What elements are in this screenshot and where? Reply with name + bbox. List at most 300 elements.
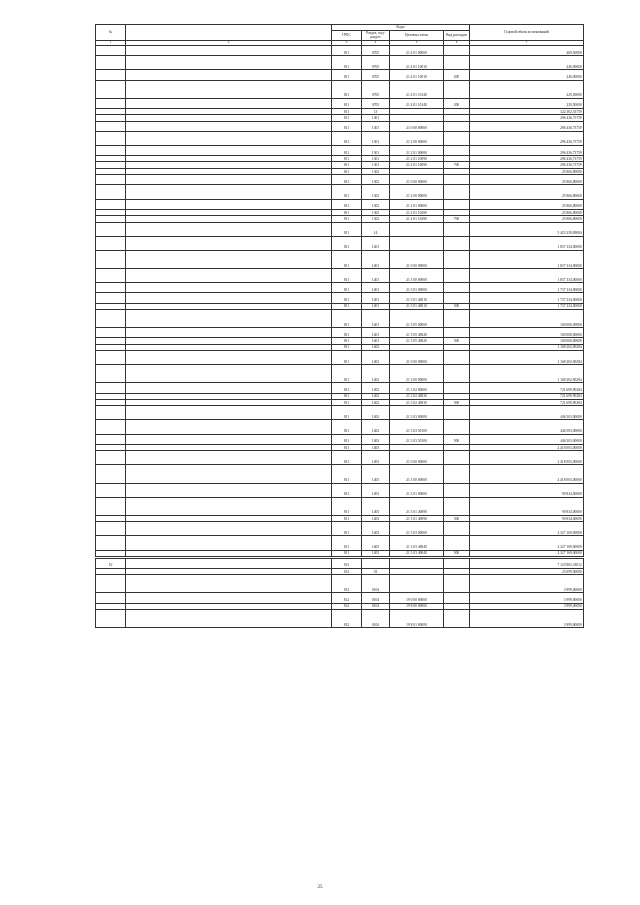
row-grbs: 811 bbox=[332, 365, 362, 383]
row-section: 1301 bbox=[362, 115, 390, 121]
row-grbs: 811 bbox=[332, 216, 362, 222]
row-number bbox=[96, 522, 126, 536]
row-target: 19 0 00 00000 bbox=[390, 593, 444, 603]
row-section: 1401 bbox=[362, 309, 390, 327]
row-number bbox=[96, 250, 126, 268]
row-grbs: 811 bbox=[332, 536, 362, 550]
row-total: 2 418 003,00000 bbox=[470, 451, 584, 465]
row-section: 1402 bbox=[362, 399, 390, 405]
row-total: 25 866,80000 bbox=[470, 168, 584, 174]
row-type bbox=[444, 406, 470, 420]
row-section: 1401 bbox=[362, 303, 390, 309]
row-name bbox=[126, 175, 332, 185]
row-grbs: 811 bbox=[332, 444, 362, 450]
row-name bbox=[126, 222, 332, 236]
table-row bbox=[96, 283, 584, 293]
row-total: 446 503,00000 bbox=[470, 434, 584, 444]
row-type: 200 bbox=[444, 70, 470, 80]
table-row bbox=[96, 185, 584, 199]
row-type bbox=[444, 536, 470, 550]
row-grbs: 811 bbox=[332, 121, 362, 131]
table-row bbox=[96, 175, 584, 185]
row-type bbox=[444, 365, 470, 383]
row-number bbox=[96, 328, 126, 338]
row-grbs: 811 bbox=[332, 483, 362, 497]
row-section: 1403 bbox=[362, 444, 390, 450]
row-name bbox=[126, 609, 332, 627]
table-row bbox=[96, 56, 584, 70]
row-section: 1402 bbox=[362, 351, 390, 365]
row-total: 25 866,80000 bbox=[470, 216, 584, 222]
row-type bbox=[444, 250, 470, 268]
row-grbs: 811 bbox=[332, 434, 362, 444]
row-grbs: 811 bbox=[332, 175, 362, 185]
row-total: 322 302,33759 bbox=[470, 108, 584, 114]
row-section: 01 bbox=[362, 568, 390, 574]
row-number bbox=[96, 465, 126, 483]
row-name bbox=[126, 497, 332, 515]
row-grbs: 811 bbox=[332, 550, 362, 556]
row-target: 21 3 01 00000 bbox=[390, 283, 444, 293]
row-type bbox=[444, 483, 470, 497]
row-section: 1302 bbox=[362, 175, 390, 185]
row-type bbox=[444, 609, 470, 627]
row-grbs: 811 bbox=[332, 399, 362, 405]
header-number: № bbox=[96, 25, 126, 41]
row-total: 25 866,80000 bbox=[470, 209, 584, 215]
table-row bbox=[96, 536, 584, 550]
row-grbs: 811 bbox=[332, 56, 362, 70]
row-total: 23 099,00000 bbox=[470, 568, 584, 574]
row-number bbox=[96, 98, 126, 108]
row-name bbox=[126, 406, 332, 420]
document-page bbox=[95, 24, 583, 894]
row-number bbox=[96, 575, 126, 593]
row-name bbox=[126, 199, 332, 209]
row-target: 19 8 00 00000 bbox=[390, 603, 444, 609]
row-name bbox=[126, 434, 332, 444]
row-type bbox=[444, 558, 470, 568]
column-number: 1 bbox=[96, 40, 126, 45]
row-number bbox=[96, 483, 126, 497]
row-target: 21 2 00 00000 bbox=[390, 131, 444, 145]
row-name bbox=[126, 145, 332, 155]
row-total: 90 834,00000 bbox=[470, 497, 584, 515]
row-type bbox=[444, 283, 470, 293]
row-grbs: 811 bbox=[332, 328, 362, 338]
table-row bbox=[96, 236, 584, 250]
row-target: 21 0 00 00000 bbox=[390, 121, 444, 131]
row-target: 21 3 03 40040 bbox=[390, 550, 444, 556]
table-row bbox=[96, 309, 584, 327]
row-type: 500 bbox=[444, 399, 470, 405]
row-total: 721 699,90284 bbox=[470, 383, 584, 393]
row-number bbox=[96, 383, 126, 393]
row-grbs: 811 bbox=[332, 420, 362, 434]
row-name bbox=[126, 351, 332, 365]
row-type bbox=[444, 522, 470, 536]
column-number: 5 bbox=[390, 40, 444, 45]
row-grbs: 811 bbox=[332, 451, 362, 465]
row-total: 296 436,73759 bbox=[470, 121, 584, 131]
row-target: 21 4 01 00000 bbox=[390, 45, 444, 55]
row-target: 21 2 01 10090 bbox=[390, 162, 444, 168]
row-number bbox=[96, 283, 126, 293]
row-number bbox=[96, 434, 126, 444]
row-section bbox=[362, 558, 390, 568]
row-target: 21 2 01 10290 bbox=[390, 209, 444, 215]
row-section: 1402 bbox=[362, 365, 390, 383]
row-total: 100 000,00000 bbox=[470, 309, 584, 327]
row-number bbox=[96, 536, 126, 550]
row-type bbox=[444, 121, 470, 131]
row-total: 1 837 334,00000 bbox=[470, 236, 584, 250]
row-target: 21 3 03 50100 bbox=[390, 434, 444, 444]
row-total: 90 834,00000 bbox=[470, 483, 584, 497]
row-section: 0104 bbox=[362, 593, 390, 603]
row-section: 1301 bbox=[362, 145, 390, 155]
row-grbs: 811 bbox=[332, 185, 362, 199]
row-total: 721 699,90284 bbox=[470, 399, 584, 405]
row-target: 21 0 00 00000 bbox=[390, 175, 444, 185]
row-number bbox=[96, 420, 126, 434]
row-target: 21 3 00 00000 bbox=[390, 365, 444, 383]
row-target: 21 2 01 10290 bbox=[390, 216, 444, 222]
row-number bbox=[96, 56, 126, 70]
row-section: 1403 bbox=[362, 536, 390, 550]
row-target: 21 2 01 00000 bbox=[390, 199, 444, 209]
row-grbs: 811 bbox=[332, 303, 362, 309]
row-grbs: 811 bbox=[332, 522, 362, 536]
table-row bbox=[96, 593, 584, 603]
row-total: 7 125 865,33012 bbox=[470, 558, 584, 568]
row-type bbox=[444, 351, 470, 365]
row-grbs: 811 bbox=[332, 236, 362, 250]
row-section: 0705 bbox=[362, 80, 390, 98]
row-grbs: 811 bbox=[332, 293, 362, 303]
row-total: 296 436,73759 bbox=[470, 162, 584, 168]
row-number bbox=[96, 80, 126, 98]
table-row bbox=[96, 522, 584, 536]
row-total: 240,00000 bbox=[470, 56, 584, 70]
header-grbs: ГРБС bbox=[332, 30, 362, 40]
row-section: 1401 bbox=[362, 293, 390, 303]
row-section: 0705 bbox=[362, 98, 390, 108]
row-number bbox=[96, 70, 126, 80]
row-grbs: 812 bbox=[332, 558, 362, 568]
row-total: 2 327 169,00000 bbox=[470, 522, 584, 536]
row-name bbox=[126, 483, 332, 497]
row-number bbox=[96, 121, 126, 131]
row-section: 1403 bbox=[362, 465, 390, 483]
row-target: 21 3 01 40090 bbox=[390, 515, 444, 521]
table-row bbox=[96, 70, 584, 80]
row-name bbox=[126, 420, 332, 434]
row-target: 21 3 01 40090 bbox=[390, 497, 444, 515]
row-total: 229,50000 bbox=[470, 98, 584, 108]
row-name bbox=[126, 185, 332, 199]
row-section: 0104 bbox=[362, 609, 390, 627]
row-grbs: 811 bbox=[332, 393, 362, 399]
row-total: 5 423 339,09084 bbox=[470, 222, 584, 236]
row-name bbox=[126, 293, 332, 303]
row-section: 1401 bbox=[362, 328, 390, 338]
row-target bbox=[390, 558, 444, 568]
row-type bbox=[444, 199, 470, 209]
row-type bbox=[444, 293, 470, 303]
row-type bbox=[444, 56, 470, 70]
row-grbs: 811 bbox=[332, 45, 362, 55]
row-section: 1403 bbox=[362, 451, 390, 465]
row-type bbox=[444, 451, 470, 465]
table-row bbox=[96, 351, 584, 365]
table-row bbox=[96, 406, 584, 420]
row-grbs: 811 bbox=[332, 344, 362, 350]
row-section: 1403 bbox=[362, 522, 390, 536]
row-number bbox=[96, 593, 126, 603]
row-total: 3 999,00000 bbox=[470, 575, 584, 593]
table-row bbox=[96, 434, 584, 444]
column-number: 2 bbox=[126, 40, 332, 45]
row-type bbox=[444, 45, 470, 55]
table-row bbox=[96, 222, 584, 236]
row-total: 721 699,90284 bbox=[470, 393, 584, 399]
row-section: 1403 bbox=[362, 515, 390, 521]
row-section: 1401 bbox=[362, 250, 390, 268]
row-grbs: 811 bbox=[332, 131, 362, 145]
row-type bbox=[444, 236, 470, 250]
row-target: 21 2 00 00000 bbox=[390, 185, 444, 199]
header-type: Вид расходов bbox=[444, 30, 470, 40]
row-type bbox=[444, 269, 470, 283]
row-grbs: 812 bbox=[332, 568, 362, 574]
row-section: 1301 bbox=[362, 162, 390, 168]
table-row bbox=[96, 199, 584, 209]
row-target: 21 0 00 00000 bbox=[390, 451, 444, 465]
row-grbs: 812 bbox=[332, 575, 362, 593]
row-number bbox=[96, 293, 126, 303]
row-section: 1402 bbox=[362, 344, 390, 350]
row-number bbox=[96, 145, 126, 155]
row-number bbox=[96, 222, 126, 236]
row-total: 100 000,00000 bbox=[470, 328, 584, 338]
row-section: 1403 bbox=[362, 497, 390, 515]
row-number bbox=[96, 236, 126, 250]
row-total: 1 168 202,90284 bbox=[470, 365, 584, 383]
row-total: 25 866,80000 bbox=[470, 175, 584, 185]
row-name bbox=[126, 121, 332, 131]
row-target: 21 0 00 00000 bbox=[390, 351, 444, 365]
row-section: 13 bbox=[362, 108, 390, 114]
row-type bbox=[444, 309, 470, 327]
row-type: 700 bbox=[444, 162, 470, 168]
row-total: 2 418 003,00000 bbox=[470, 444, 584, 450]
row-name bbox=[126, 451, 332, 465]
row-name bbox=[126, 250, 332, 268]
row-target: 21 2 01 10090 bbox=[390, 156, 444, 162]
row-target: 21 4 01 10010 bbox=[390, 56, 444, 70]
row-grbs: 811 bbox=[332, 515, 362, 521]
row-name bbox=[126, 365, 332, 383]
row-section: 1302 bbox=[362, 168, 390, 174]
row-type bbox=[444, 420, 470, 434]
row-target: 21 3 00 00000 bbox=[390, 465, 444, 483]
row-number bbox=[96, 309, 126, 327]
row-grbs: 811 bbox=[332, 115, 362, 121]
table-row bbox=[96, 365, 584, 383]
row-grbs: 812 bbox=[332, 603, 362, 609]
table-row bbox=[96, 575, 584, 593]
row-target bbox=[390, 575, 444, 593]
row-grbs: 811 bbox=[332, 250, 362, 268]
row-type bbox=[444, 222, 470, 236]
row-name bbox=[126, 558, 332, 568]
table-row bbox=[96, 497, 584, 515]
row-section: 1302 bbox=[362, 216, 390, 222]
row-grbs: 811 bbox=[332, 168, 362, 174]
row-section: 0104 bbox=[362, 603, 390, 609]
row-type bbox=[444, 497, 470, 515]
row-total: 240,00000 bbox=[470, 70, 584, 80]
row-grbs: 811 bbox=[332, 338, 362, 344]
table-row bbox=[96, 45, 584, 55]
budget-table bbox=[95, 24, 584, 628]
row-name bbox=[126, 98, 332, 108]
row-section: 0705 bbox=[362, 70, 390, 80]
row-number bbox=[96, 365, 126, 383]
row-target: 21 3 03 50100 bbox=[390, 420, 444, 434]
row-total: 90 834,00000 bbox=[470, 515, 584, 521]
row-target: 21 4 01 10140 bbox=[390, 80, 444, 98]
row-type bbox=[444, 185, 470, 199]
row-section: 1302 bbox=[362, 199, 390, 209]
table-row bbox=[96, 483, 584, 497]
table-row bbox=[96, 609, 584, 627]
row-name bbox=[126, 56, 332, 70]
row-section: 0705 bbox=[362, 45, 390, 55]
header-total: Годовой объем ассигнований bbox=[470, 25, 584, 41]
row-grbs: 811 bbox=[332, 497, 362, 515]
table-row bbox=[96, 558, 584, 568]
row-type bbox=[444, 575, 470, 593]
row-target: 21 3 02 40030 bbox=[390, 399, 444, 405]
row-number bbox=[96, 131, 126, 145]
row-name bbox=[126, 283, 332, 293]
row-grbs: 811 bbox=[332, 383, 362, 393]
column-number: 7 bbox=[470, 40, 584, 45]
row-number bbox=[96, 199, 126, 209]
row-target: 19 8 01 00000 bbox=[390, 609, 444, 627]
row-target bbox=[390, 222, 444, 236]
row-total: 3 999,00000 bbox=[470, 603, 584, 609]
row-number bbox=[96, 185, 126, 199]
row-total: 469,50000 bbox=[470, 45, 584, 55]
row-type: 500 bbox=[444, 515, 470, 521]
row-section: 1401 bbox=[362, 338, 390, 344]
row-grbs: 812 bbox=[332, 593, 362, 603]
row-total: 1 737 334,00000 bbox=[470, 303, 584, 309]
row-section: 14 bbox=[362, 222, 390, 236]
table-row bbox=[96, 293, 584, 303]
row-target: 21 3 01 40010 bbox=[390, 303, 444, 309]
table-row bbox=[96, 121, 584, 131]
header-target: Целевая статья bbox=[390, 30, 444, 40]
table-row bbox=[96, 250, 584, 268]
row-name bbox=[126, 70, 332, 80]
row-type bbox=[444, 593, 470, 603]
row-grbs: 811 bbox=[332, 162, 362, 168]
column-number: 6 bbox=[444, 40, 470, 45]
row-grbs: 811 bbox=[332, 283, 362, 293]
row-grbs: 811 bbox=[332, 269, 362, 283]
row-target: 21 4 01 10010 bbox=[390, 70, 444, 80]
row-number bbox=[96, 609, 126, 627]
row-target bbox=[390, 236, 444, 250]
row-section: 1402 bbox=[362, 393, 390, 399]
row-total: 1 837 334,00000 bbox=[470, 250, 584, 268]
page-number: 25 bbox=[317, 885, 323, 890]
row-target: 21 3 03 00000 bbox=[390, 522, 444, 536]
row-section: 1403 bbox=[362, 550, 390, 556]
row-type: 200 bbox=[444, 98, 470, 108]
row-total: 25 866,80000 bbox=[470, 185, 584, 199]
table-row bbox=[96, 145, 584, 155]
row-section: 1401 bbox=[362, 236, 390, 250]
row-type: 500 bbox=[444, 338, 470, 344]
row-name bbox=[126, 45, 332, 55]
row-number bbox=[96, 175, 126, 185]
row-total: 25 866,80000 bbox=[470, 199, 584, 209]
header-section: Раздел, под- раздел bbox=[362, 30, 390, 40]
row-target: 21 4 01 10140 bbox=[390, 98, 444, 108]
row-total: 446 503,00000 bbox=[470, 420, 584, 434]
row-grbs: 811 bbox=[332, 108, 362, 114]
table-row bbox=[96, 328, 584, 338]
row-grbs: 811 bbox=[332, 465, 362, 483]
row-name bbox=[126, 575, 332, 593]
row-type bbox=[444, 175, 470, 185]
row-number: 10 bbox=[96, 558, 126, 568]
table-row bbox=[96, 80, 584, 98]
row-section: 1402 bbox=[362, 406, 390, 420]
row-section: 1401 bbox=[362, 269, 390, 283]
row-type bbox=[444, 80, 470, 98]
row-section: 1402 bbox=[362, 420, 390, 434]
row-section: 0705 bbox=[362, 56, 390, 70]
table-row bbox=[96, 383, 584, 393]
row-section: 1302 bbox=[362, 209, 390, 215]
row-name bbox=[126, 383, 332, 393]
row-grbs: 811 bbox=[332, 406, 362, 420]
row-number bbox=[96, 497, 126, 515]
row-section: 1401 bbox=[362, 283, 390, 293]
row-target: 21 3 03 40040 bbox=[390, 536, 444, 550]
row-type: 700 bbox=[444, 216, 470, 222]
row-type: 500 bbox=[444, 434, 470, 444]
row-total: 2 418 003,00000 bbox=[470, 465, 584, 483]
row-section: 1302 bbox=[362, 185, 390, 199]
row-grbs: 811 bbox=[332, 209, 362, 215]
row-target: 21 3 01 40010 bbox=[390, 293, 444, 303]
row-type bbox=[444, 145, 470, 155]
row-name bbox=[126, 80, 332, 98]
row-grbs: 811 bbox=[332, 199, 362, 209]
row-target: 21 3 01 00000 bbox=[390, 483, 444, 497]
row-total: 100 000,00000 bbox=[470, 338, 584, 344]
column-number: 3 bbox=[332, 40, 362, 45]
row-total: 296 436,73759 bbox=[470, 115, 584, 121]
row-total: 296 436,73759 bbox=[470, 156, 584, 162]
